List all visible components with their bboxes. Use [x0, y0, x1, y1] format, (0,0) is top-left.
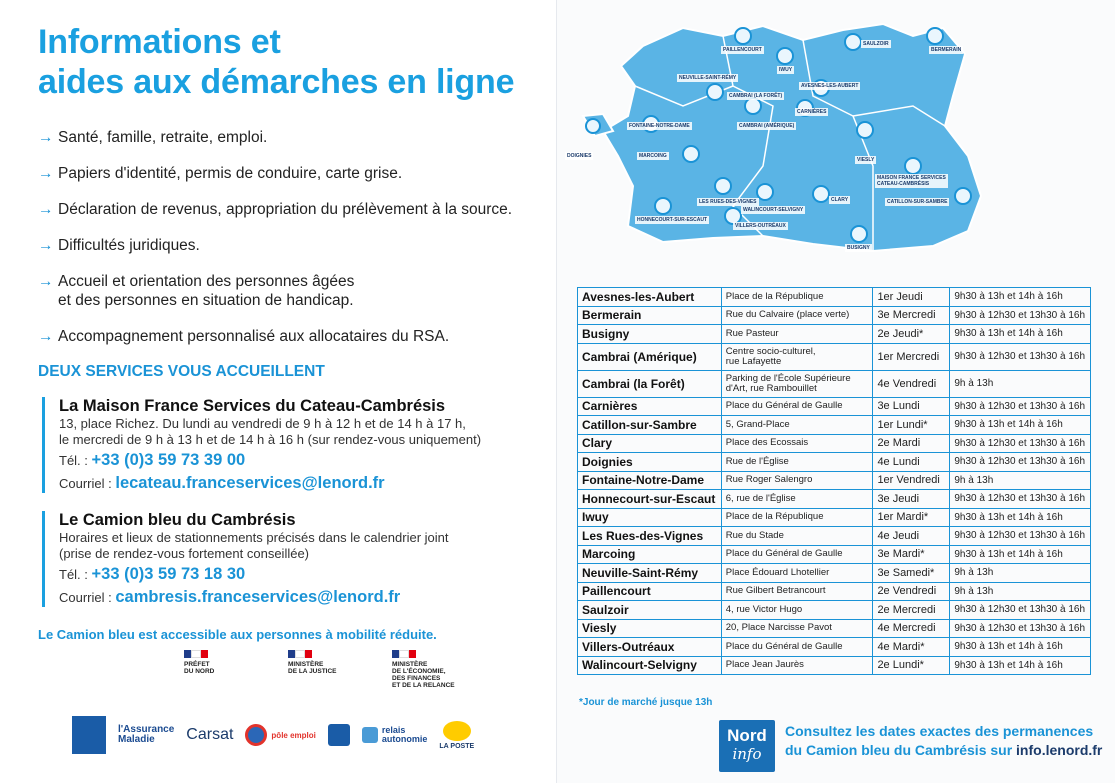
- place-cell: Place du Général de Gaulle: [721, 638, 873, 657]
- title-line-2: aides aux démarches en ligne: [38, 63, 515, 101]
- day-cell: 4e Mercredi: [873, 619, 950, 638]
- hours-cell: 9h30 à 12h30 et 13h30 à 16h: [950, 619, 1091, 638]
- hours-cell: 9h30 à 12h30 et 13h30 à 16h: [950, 527, 1091, 546]
- map-label: BUSIGNY: [847, 245, 870, 251]
- place-cell: Rue de l'Église: [721, 453, 873, 472]
- sante-logo: [328, 724, 350, 746]
- hours-cell: 9h30 à 12h30 et 13h30 à 16h: [950, 343, 1091, 370]
- french-flag-icon: [392, 650, 416, 658]
- hours-cell: 9h à 13h: [950, 582, 1091, 601]
- city-cell: Busigny: [578, 325, 722, 344]
- map-label: WALINCOURT-SELVIGNY: [743, 207, 804, 213]
- map-label: CLARY: [831, 197, 849, 203]
- place-cell: 6, rue de l'Église: [721, 490, 873, 509]
- hours-cell: 9h30 à 13h et 14h à 16h: [950, 545, 1091, 564]
- map-label: DOIGNIES: [567, 153, 592, 159]
- table-row: [578, 545, 1091, 564]
- pole-emploi-logo: pôle emploi: [245, 724, 315, 746]
- phone-number[interactable]: +33 (0)3 59 73 39 00: [91, 451, 246, 469]
- hours-cell: 9h30 à 13h et 14h à 16h: [950, 416, 1091, 435]
- service-description: Horaires et lieux de stationnements précisés dans le calendrier joint (prise de rendez-vous fortement conseillée): [59, 530, 449, 561]
- accessibility-note: Le Camion bleu est accessible aux personnes à mobilité réduite.: [38, 627, 437, 642]
- right-panel: [556, 0, 1115, 783]
- city-cell: Marcoing: [578, 545, 722, 564]
- map-label: NEUVILLE-SAINT-RÉMY: [679, 75, 737, 81]
- city-cell: Paillencourt: [578, 582, 722, 601]
- phone-line: Tél. : +33 (0)3 59 73 39 00: [59, 451, 246, 469]
- arrow-right-icon: →: [38, 201, 54, 218]
- day-cell: 4e Jeudi: [873, 527, 950, 546]
- day-cell: 4e Vendredi: [873, 370, 950, 397]
- table-row: [578, 370, 1091, 397]
- service-name: La Maison France Services du Cateau-Cambrésis: [59, 397, 446, 415]
- city-cell: Les Rues-des-Vignes: [578, 527, 722, 546]
- day-cell: 1er Mardi*: [873, 508, 950, 527]
- cambresis-map: [567, 6, 983, 256]
- arrow-right-icon: →: [38, 328, 54, 345]
- table-row: [578, 416, 1091, 435]
- map-label: VILLERS-OUTRÉAUX: [735, 223, 786, 229]
- email-line: Courriel : lecateau.franceservices@lenord.fr: [59, 474, 385, 492]
- day-cell: 3e Lundi: [873, 397, 950, 416]
- city-cell: Iwuy: [578, 508, 722, 527]
- service-description: 13, place Richez. Du lundi au vendredi de 9 h à 12 h et de 14 h à 17 h, le mercredi de 9 h à 13 h et de 14 h à 16 h (sur rendez-vous uniquement): [59, 416, 482, 447]
- day-cell: 1er Jeudi: [873, 288, 950, 307]
- arrow-right-icon: →: [38, 129, 54, 146]
- info-lenord-link[interactable]: info.lenord.fr: [1016, 742, 1103, 758]
- map-label: CATILLON-SUR-SAMBRE: [887, 199, 948, 205]
- city-cell: Villers-Outréaux: [578, 638, 722, 657]
- place-cell: 20, Place Narcisse Pavot: [721, 619, 873, 638]
- map-label: FONTAINE-NOTRE-DAME: [629, 123, 690, 129]
- table-row: [578, 656, 1091, 675]
- email-line: Courriel : cambresis.franceservices@lenord.fr: [59, 588, 401, 606]
- day-cell: 2e Jeudi*: [873, 325, 950, 344]
- table-row: [578, 288, 1091, 307]
- caf-logo: [72, 716, 106, 754]
- hours-cell: 9h30 à 12h30 et 13h30 à 16h: [950, 490, 1091, 509]
- day-cell: 1er Mercredi: [873, 343, 950, 370]
- relais-icon: [362, 727, 378, 743]
- day-cell: 1er Lundi*: [873, 416, 950, 435]
- list-item: → Papiers d'identité, permis de conduire, carte grise.: [38, 165, 403, 182]
- place-cell: Parking de l'École Supérieure d'Art, rue Rambouillet: [721, 370, 873, 397]
- hours-cell: 9h30 à 12h30 et 13h30 à 16h: [950, 434, 1091, 453]
- table-row: [578, 325, 1091, 344]
- list-item: → Déclaration de revenus, appropriation du prélèvement à la source.: [38, 201, 513, 218]
- title-line-1: Informations et: [38, 23, 281, 61]
- table-row: [578, 434, 1091, 453]
- la-poste-logo: LA POSTE: [439, 721, 474, 750]
- justice-logo: MINISTÈRE DE LA JUSTICE: [288, 650, 374, 689]
- place-cell: Rue du Calvaire (place verte): [721, 306, 873, 325]
- table-row: [578, 397, 1091, 416]
- assurance-maladie-logo: l'Assurance Maladie: [118, 724, 175, 745]
- city-cell: Clary: [578, 434, 722, 453]
- place-cell: Rue Roger Salengro: [721, 471, 873, 490]
- hours-cell: 9h à 13h: [950, 370, 1091, 397]
- map-label: VIESLY: [857, 157, 875, 163]
- hours-cell: 9h30 à 12h30 et 13h30 à 16h: [950, 453, 1091, 472]
- map-label: IWUY: [779, 67, 793, 73]
- place-cell: Place du Général de Gaulle: [721, 397, 873, 416]
- table-row: [578, 306, 1091, 325]
- hours-cell: 9h30 à 13h et 14h à 16h: [950, 325, 1091, 344]
- city-cell: Fontaine-Notre-Dame: [578, 471, 722, 490]
- partner-logos: [72, 716, 474, 754]
- place-cell: Rue Gilbert Betrancourt: [721, 582, 873, 601]
- city-cell: Catillon-sur-Sambre: [578, 416, 722, 435]
- city-cell: Neuville-Saint-Rémy: [578, 564, 722, 583]
- french-flag-icon: [288, 650, 312, 658]
- hours-cell: 9h30 à 12h30 et 13h30 à 16h: [950, 397, 1091, 416]
- hours-cell: 9h30 à 13h et 14h à 16h: [950, 508, 1091, 527]
- day-cell: 3e Jeudi: [873, 490, 950, 509]
- place-cell: Centre socio-culturel, rue Lafayette: [721, 343, 873, 370]
- hours-cell: 9h30 à 13h et 14h à 16h: [950, 288, 1091, 307]
- map-label: AVESNES-LES-AUBERT: [801, 83, 859, 89]
- hours-cell: 9h30 à 12h30 et 13h30 à 16h: [950, 601, 1091, 620]
- place-cell: Place des Ecossais: [721, 434, 873, 453]
- table-row: [578, 619, 1091, 638]
- place-cell: Place de la République: [721, 508, 873, 527]
- city-cell: Walincourt-Selvigny: [578, 656, 722, 675]
- government-logos: [184, 650, 478, 689]
- map-label: MARCOING: [639, 153, 667, 159]
- day-cell: 2e Lundi*: [873, 656, 950, 675]
- map-label: MAISON FRANCE SERVICES CATEAU-CAMBRÉSIS: [877, 175, 946, 187]
- place-cell: Place Édouard Lhotellier: [721, 564, 873, 583]
- place-cell: 4, rue Victor Hugo: [721, 601, 873, 620]
- map-label: CARNIÈRES: [797, 109, 827, 115]
- email-link[interactable]: lecateau.franceservices@lenord.fr: [115, 474, 385, 492]
- city-cell: Avesnes-les-Aubert: [578, 288, 722, 307]
- city-cell: Doignies: [578, 453, 722, 472]
- table-row: [578, 508, 1091, 527]
- city-cell: Viesly: [578, 619, 722, 638]
- pole-emploi-icon: [245, 724, 267, 746]
- french-flag-icon: [184, 650, 208, 658]
- day-cell: 4e Lundi: [873, 453, 950, 472]
- list-item: → Accompagnement personnalisé aux allocataires du RSA.: [38, 328, 450, 345]
- city-cell: Cambrai (Amérique): [578, 343, 722, 370]
- table-row: [578, 471, 1091, 490]
- market-footnote: *Jour de marché jusque 13h: [579, 697, 713, 708]
- economie-logo: MINISTÈRE DE L'ÉCONOMIE, DES FINANCES ET DE LA RELANCE: [392, 650, 478, 689]
- service-name: Le Camion bleu du Cambrésis: [59, 511, 296, 529]
- place-cell: Place Jean Jaurès: [721, 656, 873, 675]
- list-item: → Santé, famille, retraite, emploi.: [38, 129, 268, 146]
- phone-number[interactable]: +33 (0)3 59 73 18 30: [91, 565, 246, 583]
- table-row: [578, 490, 1091, 509]
- consult-text: Consultez les dates exactes des permanences du Camion bleu du Cambrésis sur info.lenord.fr: [785, 723, 1103, 758]
- arrow-right-icon: →: [38, 237, 54, 254]
- day-cell: 2e Mardi: [873, 434, 950, 453]
- arrow-right-icon: →: [38, 273, 54, 290]
- prefet-logo: PRÉFET DU NORD: [184, 650, 270, 689]
- map-label: CAMBRAI (LA FORÊT): [729, 93, 783, 99]
- hours-cell: 9h30 à 13h et 14h à 16h: [950, 656, 1091, 675]
- place-cell: Place du Général de Gaulle: [721, 545, 873, 564]
- carsat-logo: Carsat: [186, 726, 234, 743]
- hours-cell: 9h à 13h: [950, 564, 1091, 583]
- service-camion-bleu: [42, 511, 524, 607]
- list-item: → Difficultés juridiques.: [38, 237, 200, 254]
- table-row: [578, 638, 1091, 657]
- email-link[interactable]: cambresis.franceservices@lenord.fr: [115, 588, 401, 606]
- list-item: → Accueil et orientation des personnes âgées et des personnes en situation de handicap.: [38, 273, 355, 309]
- hours-cell: 9h30 à 13h et 14h à 16h: [950, 638, 1091, 657]
- table-row: [578, 343, 1091, 370]
- topics-list: [38, 128, 524, 346]
- day-cell: 4e Mardi*: [873, 638, 950, 657]
- place-cell: 5, Grand-Place: [721, 416, 873, 435]
- relais-autonomie-logo: relais autonomie: [362, 726, 428, 744]
- city-cell: Honnecourt-sur-Escaut: [578, 490, 722, 509]
- phone-line: Tél. : +33 (0)3 59 73 18 30: [59, 565, 246, 583]
- city-cell: Saulzoir: [578, 601, 722, 620]
- table-row: [578, 527, 1091, 546]
- city-cell: Cambrai (la Forêt): [578, 370, 722, 397]
- map-label: PAILLENCOURT: [723, 47, 762, 53]
- nord-info-logo: Nord info: [719, 720, 775, 772]
- city-cell: Carnières: [578, 397, 722, 416]
- day-cell: 2e Mercredi: [873, 601, 950, 620]
- schedule-body: [578, 288, 1091, 675]
- arrow-right-icon: →: [38, 165, 54, 182]
- schedule-table: [577, 287, 1091, 675]
- table-row: [578, 582, 1091, 601]
- table-row: [578, 601, 1091, 620]
- hours-cell: 9h à 13h: [950, 471, 1091, 490]
- place-cell: Place de la République: [721, 288, 873, 307]
- map-label: LES RUES-DES-VIGNES: [699, 199, 757, 205]
- map-label: CAMBRAI (AMÉRIQUE): [739, 123, 795, 129]
- section-title: DEUX SERVICES VOUS ACCUEILLENT: [38, 363, 325, 380]
- service-maison-france: [42, 397, 524, 493]
- la-poste-icon: [443, 721, 471, 741]
- day-cell: 3e Mercredi: [873, 306, 950, 325]
- day-cell: 3e Mardi*: [873, 545, 950, 564]
- day-cell: 3e Samedi*: [873, 564, 950, 583]
- place-cell: Rue Pasteur: [721, 325, 873, 344]
- day-cell: 2e Vendredi: [873, 582, 950, 601]
- map-label: BERMERAIN: [931, 47, 962, 53]
- day-cell: 1er Vendredi: [873, 471, 950, 490]
- city-cell: Bermerain: [578, 306, 722, 325]
- map-label: SAULZOIR: [863, 41, 889, 47]
- place-cell: Rue du Stade: [721, 527, 873, 546]
- hours-cell: 9h30 à 12h30 et 13h30 à 16h: [950, 306, 1091, 325]
- page-title: [38, 22, 524, 102]
- map-label: HONNECOURT-SUR-ESCAUT: [637, 217, 707, 223]
- table-row: [578, 564, 1091, 583]
- table-row: [578, 453, 1091, 472]
